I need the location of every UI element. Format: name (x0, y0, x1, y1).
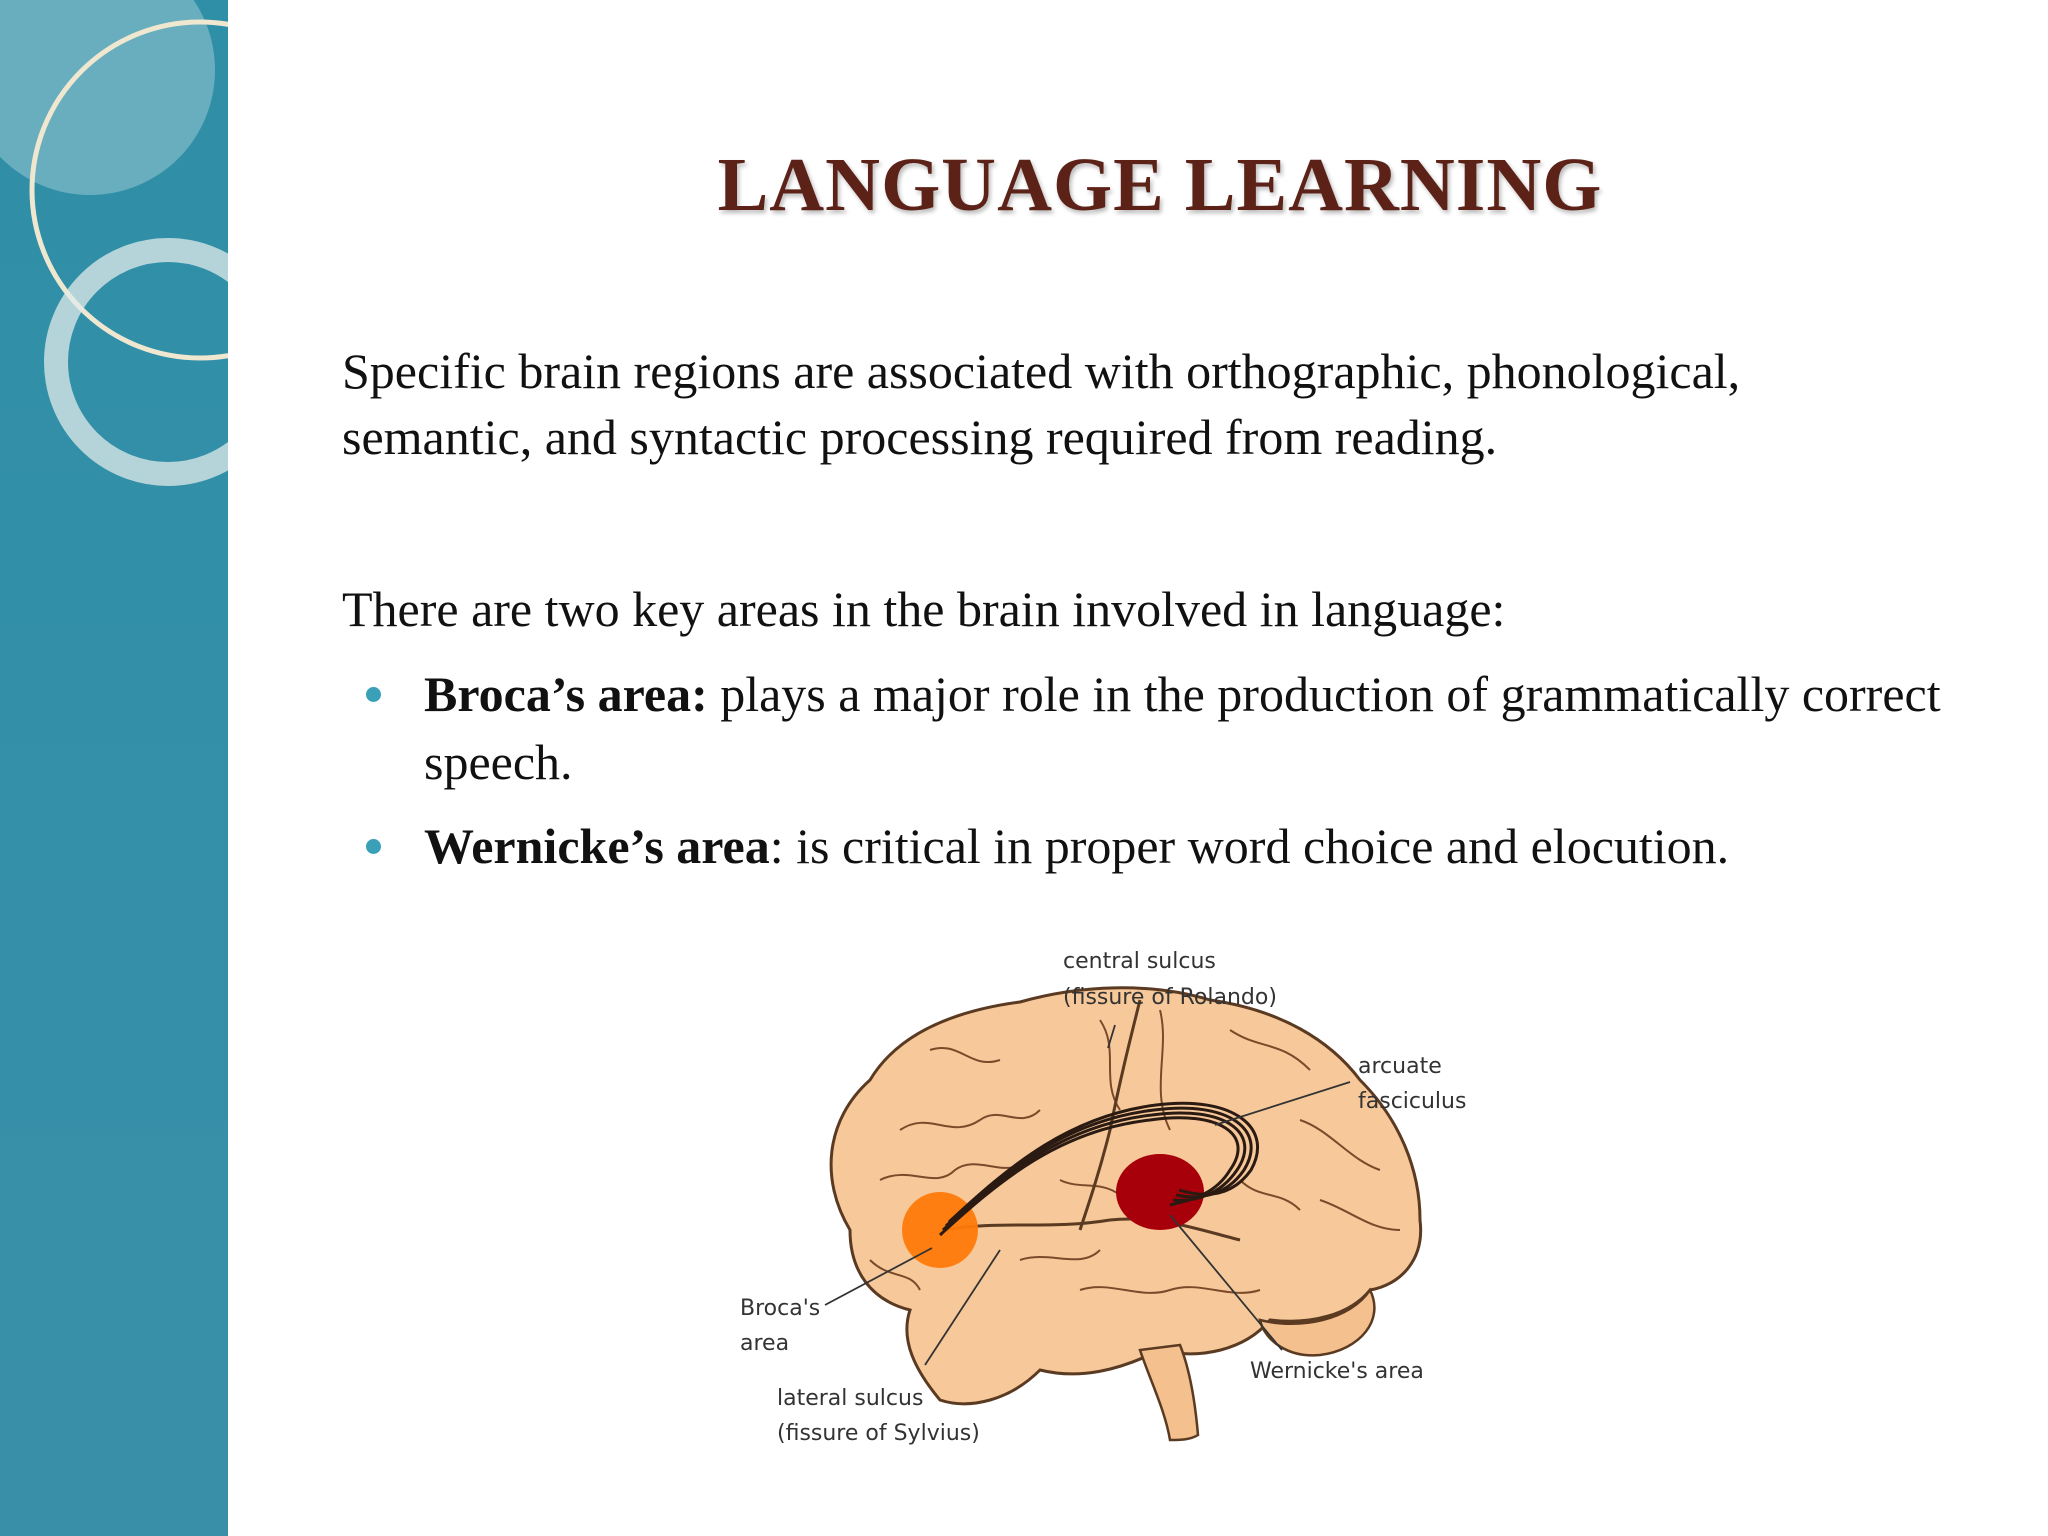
bullet-dot-icon (366, 839, 381, 854)
brainstem (1140, 1345, 1198, 1440)
brain-diagram (700, 930, 1520, 1470)
bullet-dot-icon (366, 687, 381, 702)
label-arcuate: arcuate (1358, 1054, 1442, 1079)
bullet-term: Wernicke’s area (424, 818, 770, 874)
label-broca: Broca's (740, 1296, 821, 1321)
decorative-circles (0, 0, 228, 1536)
decorative-side-band (0, 0, 228, 1536)
label-lateral-sulcus: lateral sulcus (777, 1386, 924, 1411)
bullet-term: Broca’s area: (424, 666, 708, 722)
intro-paragraph: Specific brain regions are associated with orthographic, phonological, semantic, and syntactic processing required from reading. (342, 343, 1741, 465)
key-areas-paragraph: There are two key areas in the brain involved in language: (342, 581, 1506, 637)
label-lateral-sulcus-sub: (fissure of Sylvius) (777, 1421, 980, 1446)
label-wernicke: Wernicke's area (1250, 1359, 1424, 1384)
bullet-text: : is critical in proper word choice and elocution. (769, 818, 1730, 874)
bullet-text: plays a major role in the production of grammatically correct speech. (424, 666, 1941, 790)
label-central-sulcus: central sulcus (1063, 949, 1216, 974)
label-fasciculus: fasciculus (1358, 1089, 1467, 1114)
label-broca-area: area (740, 1331, 790, 1356)
bullet-item-wernicke (342, 812, 1942, 880)
bullet-item-broca (342, 660, 1942, 796)
bullet-list (342, 660, 1942, 896)
label-central-sulcus-sub: (fissure of Rolando) (1063, 985, 1277, 1010)
slide-title: LANGUAGE LEARNING (717, 143, 1603, 227)
broca-area-spot (902, 1192, 978, 1268)
